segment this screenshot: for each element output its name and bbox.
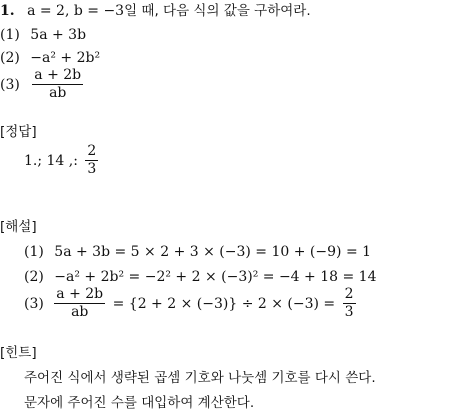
- explanation-text: −a² + 2b² = −2² + 2 × (−3)² = −4 + 18 = 14: [54, 269, 377, 285]
- fraction-denominator: ab: [71, 304, 89, 320]
- hint-line-2: 문자에 주어진 수를 대입하여 계산한다.: [24, 395, 255, 411]
- fraction-numerator: a + 2b: [34, 67, 82, 83]
- item-label: (2): [0, 50, 20, 66]
- explanation-line-2: [24, 269, 376, 285]
- fraction-numerator: 2: [344, 286, 354, 302]
- fraction-numerator: a + 2b: [56, 286, 104, 302]
- explanation-heading: [해설]: [0, 219, 37, 235]
- fraction-denominator: ab: [49, 85, 67, 101]
- explanation-text: = {2 + 2 × (−3)} ÷ 2 × (−3) =: [112, 295, 336, 312]
- explanation-label: (1): [24, 244, 44, 260]
- fraction-denominator: 3: [87, 161, 97, 177]
- fraction-denominator: 3: [344, 304, 354, 320]
- problem-number: 1.: [0, 3, 15, 19]
- explanation-line-1: [24, 244, 371, 260]
- item-fraction: [32, 68, 83, 101]
- fraction-numerator: 2: [87, 143, 97, 159]
- problem-item-3: [0, 68, 86, 101]
- answer-text: 1.; 14 ,:: [24, 152, 78, 169]
- hint-heading: [힌트]: [0, 345, 37, 361]
- answer-heading: [정답]: [0, 124, 37, 140]
- answer-line: [24, 144, 101, 177]
- item-expression: −a² + 2b²: [30, 50, 101, 66]
- item-expression: 5a + 3b: [30, 27, 87, 43]
- problem-statement: [0, 3, 311, 19]
- problem-instruction: 일 때, 다음 식의 값을 구하여라.: [124, 3, 311, 19]
- explanation-result-fraction: [343, 287, 356, 320]
- explanation-fraction: [54, 287, 105, 320]
- item-label: (1): [0, 27, 20, 43]
- problem-condition: a = 2, b = −3: [27, 3, 125, 19]
- explanation-label: (2): [24, 269, 44, 285]
- explanation-line-3: [24, 287, 359, 320]
- hint-line-1: 주어진 식에서 생략된 곱셈 기호와 나눗셈 기호를 다시 쓴다.: [24, 370, 376, 386]
- problem-item-1: [0, 27, 86, 43]
- item-label: (3): [0, 76, 20, 93]
- answer-fraction: [85, 144, 98, 177]
- explanation-text: 5a + 3b = 5 × 2 + 3 × (−3) = 10 + (−9) = 1: [54, 244, 372, 260]
- explanation-label: (3): [24, 295, 44, 312]
- problem-item-2: [0, 50, 100, 66]
